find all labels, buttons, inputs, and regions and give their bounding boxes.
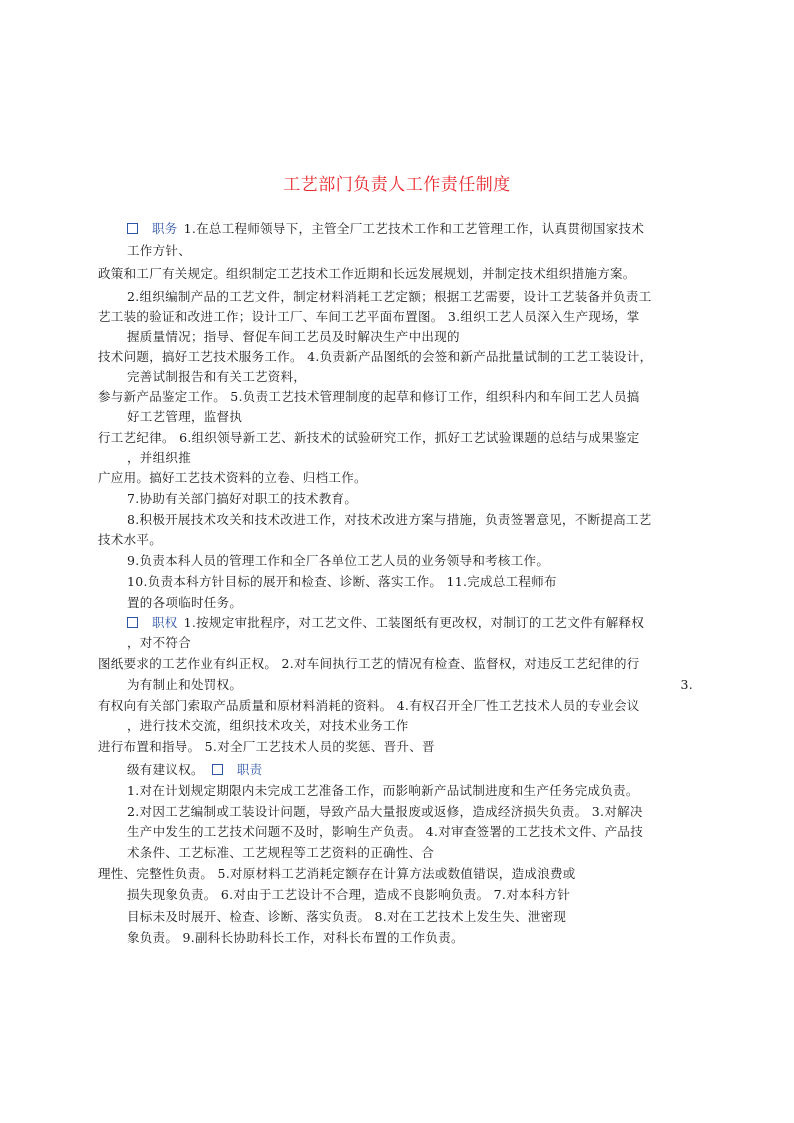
text-line: 1.对在计划规定期限内未完成工艺准备工作，而影响新产品试制进度和生产任务完成负责。 [127, 783, 639, 798]
checkbox-icon [127, 223, 138, 234]
text-line: 7.协助有关部门搞好对职工的技术教育。 [127, 491, 358, 506]
text-line: 8.积极开展技术攻关和技术改进工作，对技术改进方案与措施，负责签署意见，不断提高工艺 [127, 512, 652, 527]
text-line: 10.负责本科方针目标的展开和检查、诊断、落实工作。 11.完成总工程师布 [127, 574, 557, 589]
text-line: 广应用。搞好工艺技术资料的立卷、归档工作。 [98, 470, 367, 485]
text-line: 2.对因工艺编制或工装设计问题，导致产品大量报废或返修，造成经济损失负责。 3.对解决 [127, 804, 643, 819]
text-line: 理性、完整性负责。 5.对原材料工艺消耗定额存在计算方法或数值错误，造成浪费或 [98, 866, 576, 881]
text-line: 术条件、工艺标准、工艺规程等工艺资料的正确性、合 [127, 845, 435, 860]
text-line: ，进行技术交流，组织技术攻关，对技术业务工作 [127, 718, 409, 733]
document-title: 工艺部门负责人工作责任制度 [283, 175, 511, 195]
text-line: 职务 1.在总工程师领导下，主管全厂工艺技术工作和工艺管理工作，认真贯彻国家技术 [127, 221, 644, 237]
checkbox-icon [212, 764, 223, 775]
section-heading-duties: 职务 [152, 221, 178, 236]
text-line: 职权 1.按规定审批程序，对工艺文件、工装图纸有更改权，对制订的工艺文件有解释权 [127, 615, 644, 631]
text-line: 握质量情况；指导、督促车间工艺员及时解决生产中出现的 [127, 329, 460, 344]
text-line: 技术水平。 [98, 532, 163, 547]
text-line: 级有建议权。 职责 [127, 762, 263, 777]
text-line: 有权向有关部门索取产品质量和原材料消耗的资料。 4.有权召开全厂性工艺技术人员的专业会议 [98, 698, 640, 713]
text-line: 目标未及时展开、检查、诊断、落实负责。 8.对在工艺技术上发生失、泄密现 [127, 909, 567, 924]
text-line: 置的各项临时任务。 [127, 595, 243, 610]
text-line: 完善试制报告和有关工艺资料， [127, 369, 307, 384]
text-line: 9.负责本科人员的管理工作和全厂各单位工艺人员的业务领导和考核工作。 [127, 553, 550, 568]
text-line: 行工艺纪律。 6.组织领导新工艺、新技术的试验研究工作，抓好工艺试验课题的总结与成果鉴定 [98, 430, 640, 445]
text-line: 进行布置和指导。 5.对全厂工艺技术人员的奖惩、晋升、晋 [98, 739, 435, 754]
text-line: 图纸要求的工艺作业有纠正权。 2.对车间执行工艺的情况有检查、监督权，对违反工艺纪律的行 [98, 656, 640, 671]
text-line: ，对不符合 [127, 635, 192, 650]
section-heading-responsibilities: 职责 [236, 762, 263, 777]
text-line: 工作方针、 [127, 243, 192, 258]
text-line: 象负责。 9.副科长协助科长工作，对科长布置的工作负责。 [127, 930, 464, 945]
text-line: 2.组织编制产品的工艺文件，制定材料消耗工艺定额；根据工艺需要，设计工艺装备并负责工 [127, 289, 652, 304]
section-heading-powers: 职权 [152, 615, 178, 630]
text-line: 生产中发生的工艺技术问题不及时，影响生产负责。 4.对审查签署的工艺技术文件、产品技 [127, 824, 644, 839]
text-line: 政策和工厂有关规定。组织制定工艺技术工作近期和长远发展规划，并制定技术组织措施方案。 [98, 266, 636, 281]
checkbox-icon [127, 617, 138, 628]
text-line: 为有制止和处罚权。 3. [127, 677, 693, 692]
text-line: 艺工装的验证和改进工作；设计工厂、车间工艺平面布置图。 3.组织工艺人员深入生产现场，掌 [98, 309, 640, 324]
text-line: 好工艺管理，监督执 [127, 409, 243, 424]
text-line: 技术问题，搞好工艺技术服务工作。 4.负责新产品图纸的会签和新产品批量试制的工艺工装设计， [98, 349, 653, 364]
text-line: ，并组织推 [127, 450, 192, 465]
text-line: 参与新产品鉴定工作。 5.负责工艺技术管理制度的起草和修订工作，组织科内和车间工艺人员搞 [98, 389, 640, 404]
text-line: 损失现象负责。 6.对由于工艺设计不合理，造成不良影响负责。 7.对本科方针 [127, 887, 571, 902]
